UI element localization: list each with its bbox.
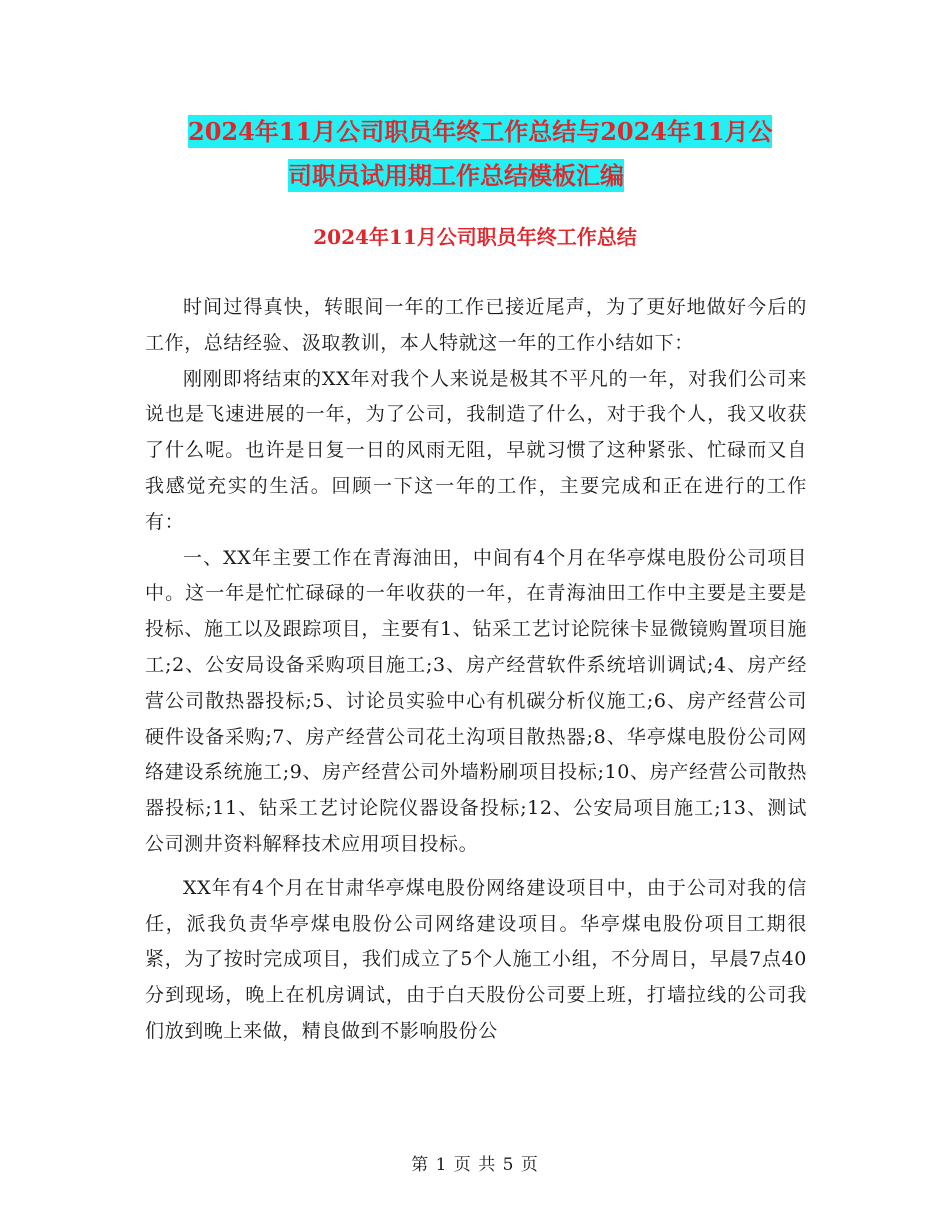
paragraph: 一、XX年主要工作在青海油田，中间有4个月在华亭煤电股份公司项目中。这一年是忙忙碌碌的一年收获的一年，在青海油田工作中主要是主要是投标、施工以及跟踪项目，主要有1、钻采工艺讨论院徕卡显微镜购置项目施工;2、公安局设备采购项目施工;3、房产经营软件系统培训调试;4、房产经营公司散热器投标;5、讨论员实验中心有机碳分析仪施工;6、房产经营公司硬件设备采购;7、房产经营公司花土沟项目散热器;8、华亭煤电股份公司网络建设系统施工;9、房产经营公司外墙粉刷项目投标;10、房产经营公司散热器投标;11、钻采工艺讨论院仪器设备投标;12、公安局项目施工;13、测试公司测井资料解释技术应用项目投标。: [145, 546, 807, 855]
paragraph: XX年有4个月在甘肃华亭煤电股份网络建设项目中，由于公司对我的信任，派我负责华亭煤电股份公司网络建设项目。华亭煤电股份项目工期很紧，为了按时完成项目，我们成立了5个人施工小组，不分周日，早晨7点40分到现场，晚上在机房调试，由于白天股份公司要上班，打墙拉线的公司我们放到晚上来做，精良做到不影响股份公: [145, 876, 807, 1042]
paragraph: 刚刚即将结束的XX年对我个人来说是极其不平凡的一年，对我们公司来说也是飞速进展的一年，为了公司，我制造了什么，对于我个人，我又收获了什么呢。也许是日复一日的风雨无阻，早就习惯了这种紧张、忙碌而又自我感觉充实的生活。回顾一下这一年的工作，主要完成和正在进行的工作有：: [145, 367, 807, 533]
paragraph: 时间过得真快，转眼间一年的工作已接近尾声，为了更好地做好今后的工作，总结经验、汲取教训，本人特就这一年的工作小结如下：: [145, 296, 807, 354]
title-line-1: 2024年11月公司职员年终工作总结与2024年11月公: [188, 117, 773, 146]
section-title: 2024年11月公司职员年终工作总结: [313, 225, 637, 249]
document-title: [140, 110, 820, 198]
body-text: [145, 290, 807, 1050]
page-footer: 第 1 页 共 5 页: [411, 1155, 539, 1175]
title-line-2: 司职员试用期工作总结模板汇编: [288, 161, 624, 190]
